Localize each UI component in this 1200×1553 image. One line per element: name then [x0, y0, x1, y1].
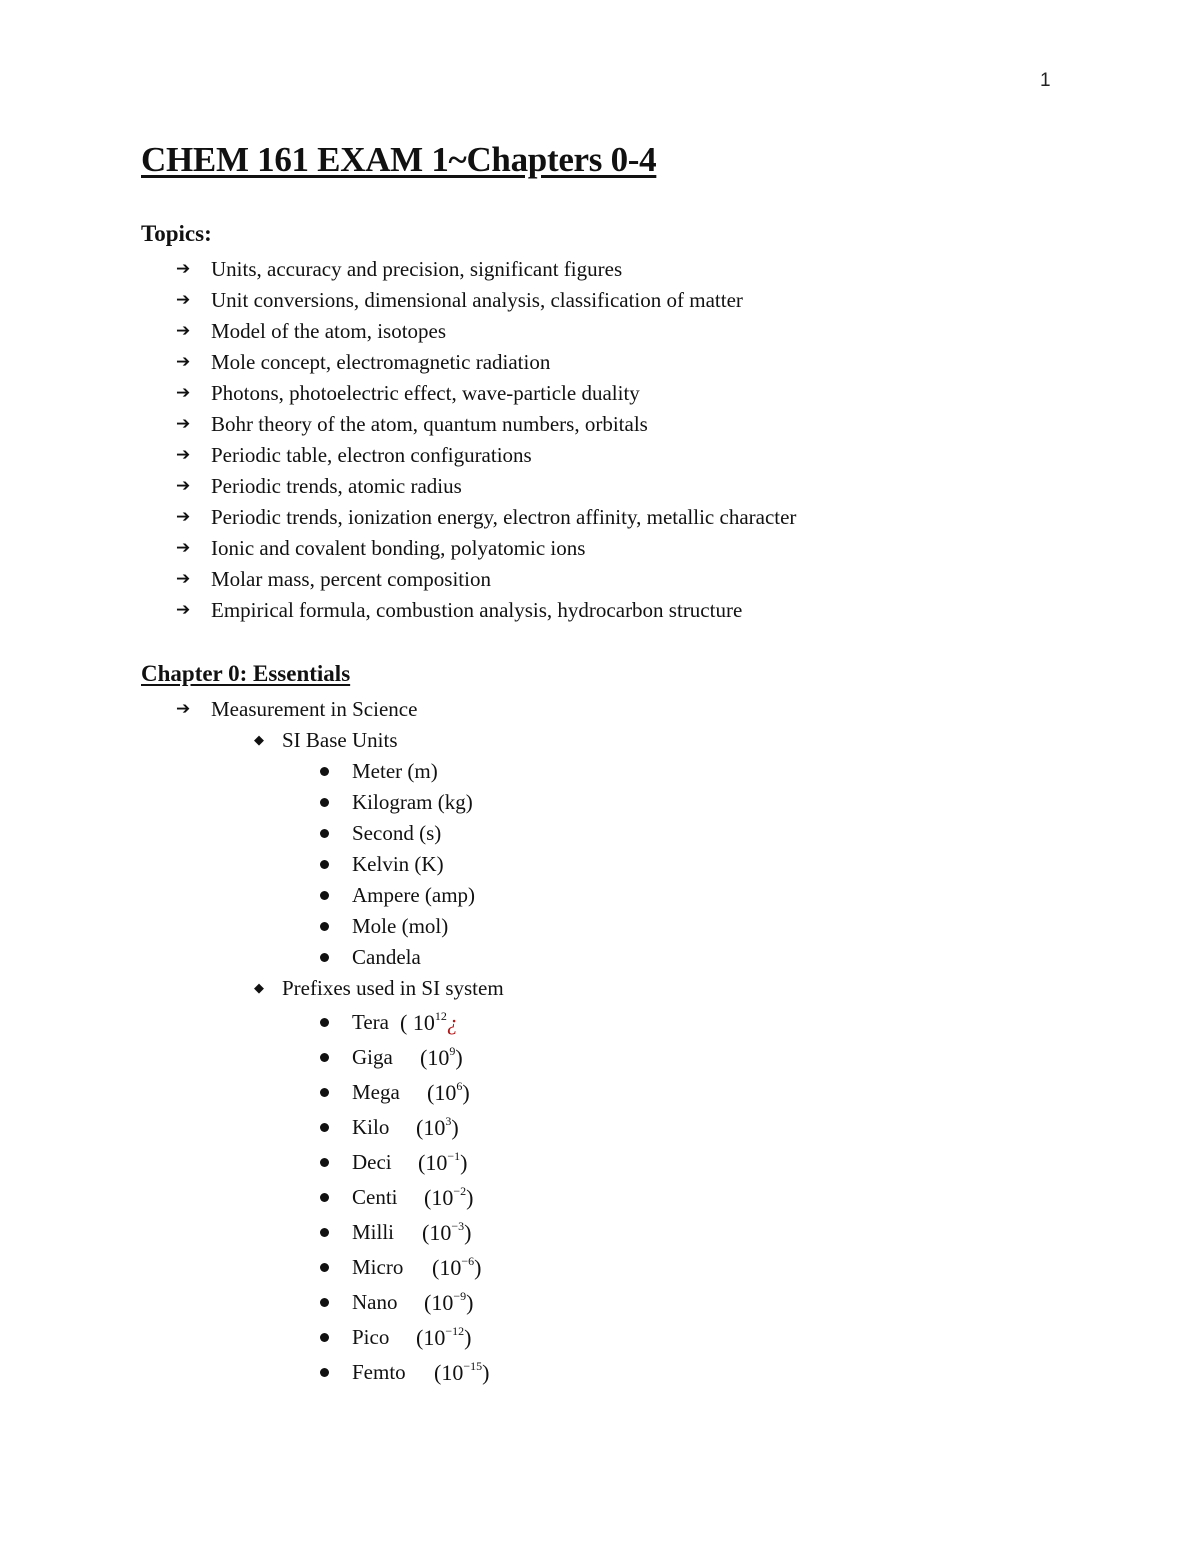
dot-bullet-icon	[320, 1263, 329, 1272]
list-item: Nano $(10^{-9})$	[0, 1285, 1200, 1320]
list-item: Kelvin (K)	[0, 849, 1200, 880]
prefix-power: ( $10^{12}¿$	[400, 1009, 458, 1035]
dot-bullet-icon	[320, 829, 329, 838]
list-item: ➔ Bohr theory of the atom, quantum numbers, orbitals	[0, 409, 1200, 440]
list-item: ➔ Empirical formula, combustion analysis, hydrocarbon structure	[0, 595, 1200, 626]
list-item: Mole (mol)	[0, 911, 1200, 942]
list-item: ➔ Periodic table, electron configurations	[0, 440, 1200, 471]
list-item: Pico $(10^{-12})$	[0, 1320, 1200, 1355]
dot-bullet-icon	[320, 1088, 329, 1097]
arrow-bullet-icon: ➔	[176, 569, 191, 589]
list-item: ➔ Unit conversions, dimensional analysis, classification of matter	[0, 285, 1200, 316]
list-item: Deci $(10^{-1})$	[0, 1145, 1200, 1180]
prefix-power: $(10^{-6})$	[432, 1254, 482, 1280]
list-item: Micro $(10^{-6})$	[0, 1250, 1200, 1285]
prefix-power: $(10^{-9})$	[424, 1289, 474, 1315]
dot-bullet-icon	[320, 767, 329, 776]
dot-bullet-icon	[320, 1228, 329, 1237]
list-item: ➔ Units, accuracy and precision, significant figures	[0, 254, 1200, 285]
chapter-0-outline	[0, 694, 1200, 1004]
list-item: ➔ Model of the atom, isotopes	[0, 316, 1200, 347]
list-item: Second (s)	[0, 818, 1200, 849]
prefix-power: $(10^3)$	[416, 1114, 459, 1140]
chapter-0-heading: Chapter 0: Essentials	[141, 661, 351, 686]
dot-bullet-icon	[320, 1018, 329, 1027]
list-item: Milli $(10^{-3})$	[0, 1215, 1200, 1250]
section-item: ➔ Measurement in Science	[0, 694, 1200, 725]
list-item: ➔ Periodic trends, atomic radius	[0, 471, 1200, 502]
dot-bullet-icon	[320, 922, 329, 931]
list-item: Kilogram (kg)	[0, 787, 1200, 818]
list-item: Meter (m)	[0, 756, 1200, 787]
dot-bullet-icon	[320, 1368, 329, 1377]
list-item: Kilo $(10^3)$	[0, 1110, 1200, 1145]
dot-bullet-icon	[320, 1123, 329, 1132]
dot-bullet-icon	[320, 860, 329, 869]
document-title: CHEM 161 EXAM 1~Chapters 0-4	[141, 140, 657, 179]
subsection-item: ◆ Prefixes used in SI system	[0, 973, 1200, 1004]
prefix-power: $(10^9)$	[420, 1044, 463, 1070]
arrow-bullet-icon: ➔	[176, 445, 191, 465]
dot-bullet-icon	[320, 891, 329, 900]
list-item: Mega $(10^6)$	[0, 1075, 1200, 1110]
prefix-power: $(10^{-12})$	[416, 1324, 472, 1350]
arrow-bullet-icon: ➔	[176, 290, 191, 310]
dot-bullet-icon	[320, 953, 329, 962]
list-item: Candela	[0, 942, 1200, 973]
dot-bullet-icon	[320, 1158, 329, 1167]
arrow-bullet-icon: ➔	[176, 476, 191, 496]
subsection-item: ◆ SI Base Units	[0, 725, 1200, 756]
arrow-bullet-icon: ➔	[176, 321, 191, 341]
list-item: Giga $(10^9)$	[0, 1040, 1200, 1075]
topics-list	[0, 254, 1200, 626]
prefix-power: $(10^{-2})$	[424, 1184, 474, 1210]
arrow-bullet-icon: ➔	[176, 507, 191, 527]
list-item: Ampere (amp)	[0, 880, 1200, 911]
arrow-bullet-icon: ➔	[176, 600, 191, 620]
prefix-power: $(10^{-3})$	[422, 1219, 472, 1245]
prefix-list	[0, 1005, 1200, 1390]
prefix-power: $(10^{-1})$	[418, 1149, 468, 1175]
list-item: Femto $(10^{-15})$	[0, 1355, 1200, 1390]
arrow-bullet-icon: ➔	[176, 352, 191, 372]
arrow-bullet-icon: ➔	[176, 414, 191, 434]
diamond-bullet-icon: ◆	[254, 981, 264, 996]
topics-heading: Topics:	[141, 221, 212, 246]
dot-bullet-icon	[320, 1193, 329, 1202]
page-number: 1	[1040, 70, 1051, 91]
arrow-bullet-icon: ➔	[176, 259, 191, 279]
dot-bullet-icon	[320, 1333, 329, 1342]
dot-bullet-icon	[320, 1298, 329, 1307]
arrow-bullet-icon: ➔	[176, 538, 191, 558]
prefix-power: $(10^{-15})$	[434, 1359, 490, 1385]
list-item: Tera ( $10^{12}¿$	[0, 1005, 1200, 1040]
list-item: ➔ Photons, photoelectric effect, wave-particle duality	[0, 378, 1200, 409]
arrow-bullet-icon: ➔	[176, 383, 191, 403]
prefix-power: $(10^6)$	[427, 1079, 470, 1105]
dot-bullet-icon	[320, 1053, 329, 1062]
dot-bullet-icon	[320, 798, 329, 807]
list-item: ➔ Molar mass, percent composition	[0, 564, 1200, 595]
list-item: ➔ Ionic and covalent bonding, polyatomic ions	[0, 533, 1200, 564]
list-item: ➔ Periodic trends, ionization energy, electron affinity, metallic character	[0, 502, 1200, 533]
list-item: ➔ Mole concept, electromagnetic radiation	[0, 347, 1200, 378]
arrow-bullet-icon: ➔	[176, 699, 191, 719]
diamond-bullet-icon: ◆	[254, 733, 264, 748]
list-item: Centi $(10^{-2})$	[0, 1180, 1200, 1215]
